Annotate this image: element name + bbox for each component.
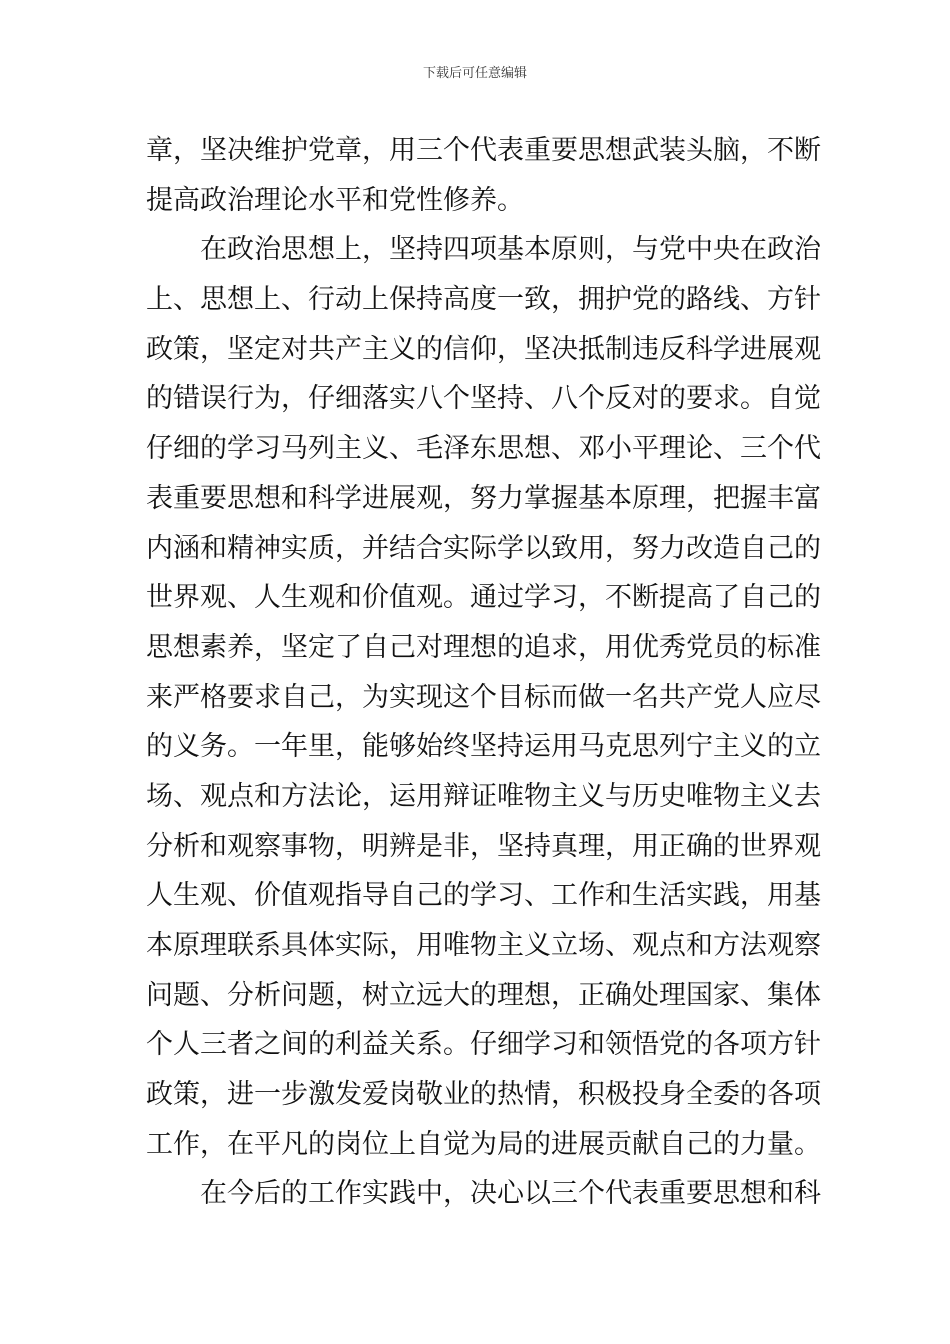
text-line: 政策，坚定对共产主义的信仰，坚决抵制违反科学进展观 (146, 333, 821, 365)
page-header-note: 下载后可任意编辑 (422, 66, 527, 81)
document-body (146, 126, 821, 1219)
text-line: 的义务。一年里，能够始终坚持运用马克思列宁主义的立 (146, 731, 821, 763)
text-line: 思想素养，坚定了自己对理想的追求，用优秀党员的标准 (146, 631, 821, 663)
text-line: 个人三者之间的利益关系。仔细学习和领悟党的各项方针 (146, 1029, 821, 1061)
text-line: 章，坚决维护党章，用三个代表重要思想武装头脑，不断 (146, 135, 821, 166)
paragraph-first-line: 在政治思想上，坚持四项基本原则，与党中央在政治 (200, 234, 821, 266)
text-line: 的错误行为，仔细落实八个坚持、八个反对的要求。自觉 (146, 383, 821, 415)
text-line: 上、思想上、行动上保持高度一致，拥护党的路线、方针 (146, 284, 821, 316)
text-line: 提高政治理论水平和党性修养。 (146, 184, 524, 216)
text-line: 分析和观察事物，明辨是非，坚持真理，用正确的世界观 (146, 830, 821, 862)
text-line: 本原理联系具体实际，用唯物主义立场、观点和方法观察 (146, 930, 821, 961)
text-line: 世界观、人生观和价值观。通过学习，不断提高了自己的 (146, 582, 821, 614)
text-line: 仔细的学习马列主义、毛泽东思想、邓小平理论、三个代 (146, 433, 821, 465)
text-line: 政策，进一步激发爱岗敬业的热情，积极投身全委的各项 (146, 1079, 821, 1111)
text-line: 问题、分析问题，树立远大的理想，正确处理国家、集体 (146, 979, 821, 1011)
text-line: 内涵和精神实质，并结合实际学以致用，努力改造自己的 (146, 532, 821, 564)
text-line: 表重要思想和科学进展观，努力掌握基本原理，把握丰富 (146, 482, 821, 514)
text-line: 工作，在平凡的岗位上自觉为局的进展贡献自己的力量。 (146, 1128, 821, 1160)
paragraph-first-line: 在今后的工作实践中，决心以三个代表重要思想和科 (200, 1178, 821, 1210)
text-line: 来严格要求自己，为实现这个目标而做一名共产党人应尽 (146, 681, 821, 713)
text-line: 场、观点和方法论，运用辩证唯物主义与历史唯物主义去 (146, 780, 821, 812)
text-line: 人生观、价值观指导自己的学习、工作和生活实践，用基 (146, 880, 821, 912)
